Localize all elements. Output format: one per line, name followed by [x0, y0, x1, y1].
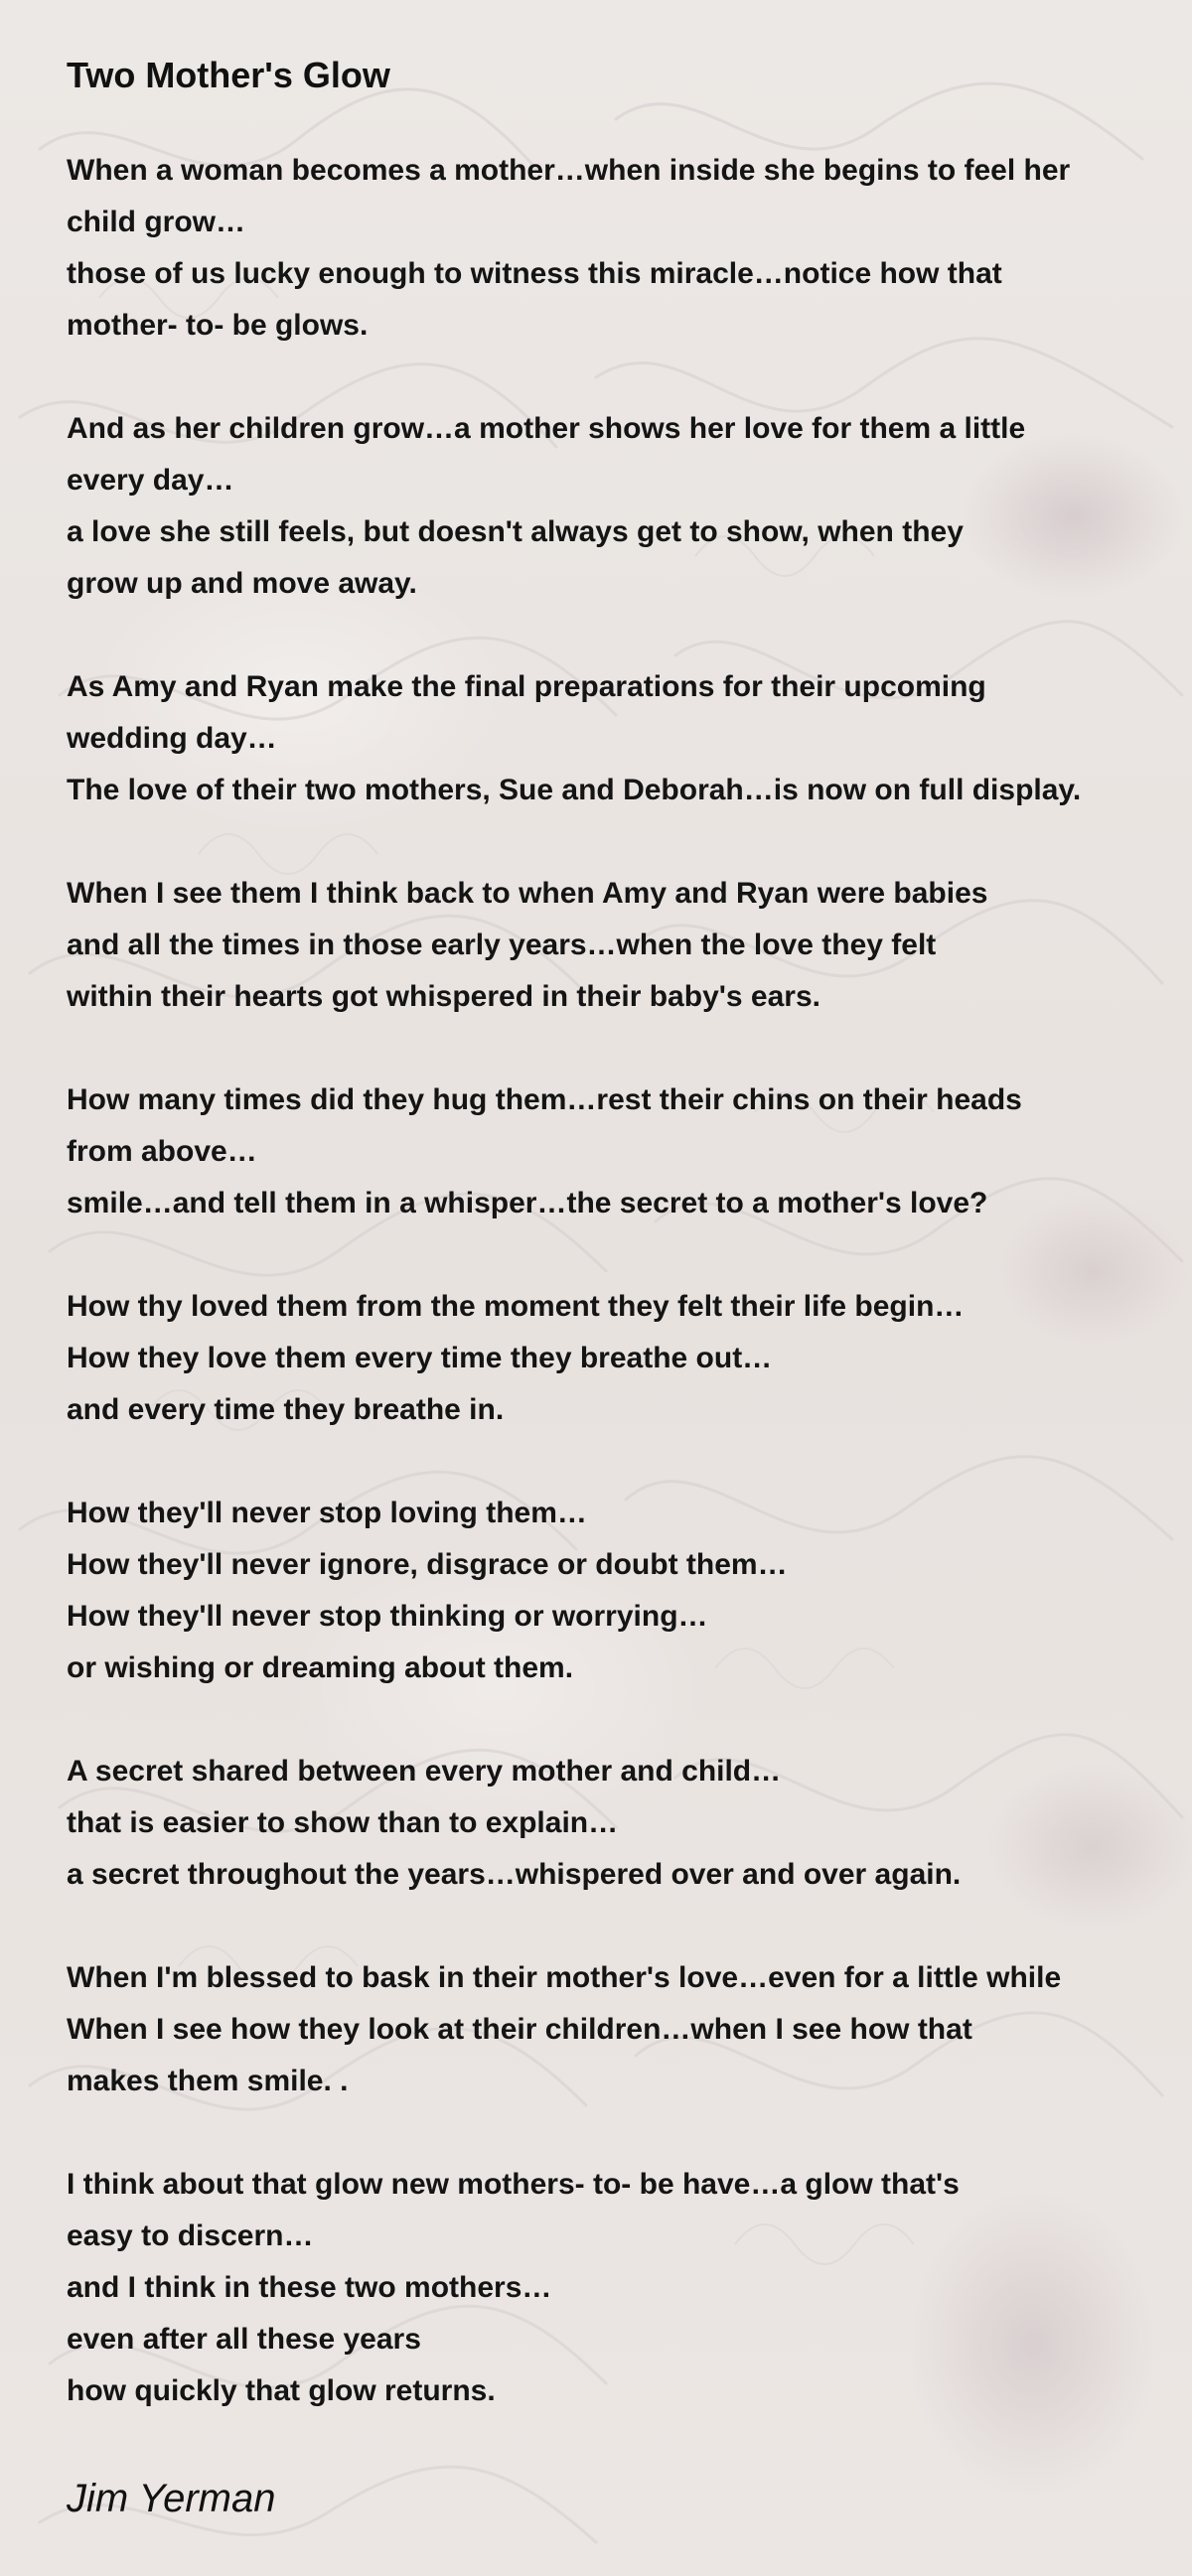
poem-line: from above… — [67, 1135, 257, 1168]
poem-line: or wishing or dreaming about them. — [67, 1651, 574, 1684]
stanza-6 — [67, 1281, 1179, 1436]
poem-line: How thy loved them from the moment they felt their life begin… — [67, 1290, 965, 1323]
stanza-5 — [67, 1074, 1179, 1229]
poem-line: When I see them I think back to when Amy and Ryan were babies — [67, 877, 988, 910]
poem-line: within their hearts got whispered in their baby's ears. — [67, 980, 820, 1013]
poem-container — [67, 50, 1179, 2528]
poem-line: wedding day… — [67, 722, 277, 755]
poem-line: How they love them every time they breathe out… — [67, 1342, 773, 1374]
poem-line: and every time they breathe in. — [67, 1393, 505, 1426]
poem-line: a love she still feels, but doesn't always get to show, when they — [67, 515, 964, 548]
poem-line: A secret shared between every mother and child… — [67, 1755, 782, 1788]
poem-line: and all the times in those early years…when the love they felt — [67, 929, 937, 961]
poem-line: smile…and tell them in a whisper…the secret to a mother's love? — [67, 1187, 988, 1219]
poem-line: a secret throughout the years…whispered over and over again. — [67, 1858, 962, 1891]
poem-line: And as her children grow…a mother shows her love for them a little — [67, 412, 1026, 445]
poem-line: How they'll never ignore, disgrace or doubt them… — [67, 1548, 788, 1581]
stanza-8 — [67, 1746, 1179, 1901]
poem-line: how quickly that glow returns. — [67, 2374, 496, 2407]
poem-line: grow up and move away. — [67, 567, 417, 600]
poem-line: that is easier to show than to explain… — [67, 1806, 619, 1839]
poem-line: How they'll never stop loving them… — [67, 1497, 587, 1529]
poem-title: Two Mother's Glow — [67, 55, 390, 95]
stanza-2 — [67, 403, 1179, 610]
poem-author: Jim Yerman — [67, 2477, 276, 2520]
stanza-1 — [67, 145, 1179, 352]
stanza-10 — [67, 2159, 1179, 2417]
poem-line: As Amy and Ryan make the final preparations for their upcoming — [67, 670, 986, 703]
poem-line: and I think in these two mothers… — [67, 2271, 552, 2304]
poem-line: How they'll never stop thinking or worrying… — [67, 1600, 708, 1633]
stanza-4 — [67, 868, 1179, 1023]
poem-line: How many times did they hug them…rest their chins on their heads — [67, 1083, 1022, 1116]
poem-line: even after all these years — [67, 2323, 421, 2356]
poem-line: I think about that glow new mothers- to- be have…a glow that's — [67, 2168, 960, 2201]
poem-line: When a woman becomes a mother…when inside she begins to feel her — [67, 154, 1071, 187]
poem-line: The love of their two mothers, Sue and Deborah…is now on full display. — [67, 774, 1082, 806]
stanza-9 — [67, 1952, 1179, 2107]
poem-line: makes them smile. . — [67, 2065, 349, 2097]
stanza-3 — [67, 661, 1179, 816]
poem-line: those of us lucky enough to witness this miracle…notice how that — [67, 257, 1002, 290]
poem-line: easy to discern… — [67, 2219, 314, 2252]
poem-line: mother- to- be glows. — [67, 309, 369, 342]
poem-line: When I see how they look at their children…when I see how that — [67, 2013, 972, 2046]
poem-line: every day… — [67, 464, 234, 497]
stanza-7 — [67, 1488, 1179, 1694]
poem-line: child grow… — [67, 206, 245, 238]
poem-line: When I'm blessed to bask in their mother's love…even for a little while — [67, 1961, 1062, 1994]
